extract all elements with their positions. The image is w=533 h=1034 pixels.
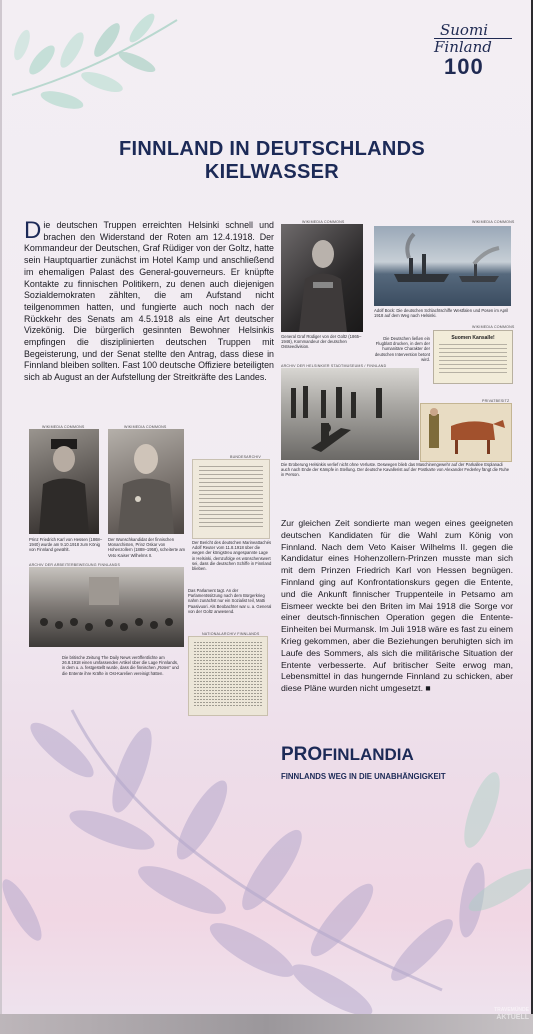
report-text-lines	[199, 466, 263, 530]
caption-daily-news: Die britische Zeitung The Daily News veröffentlichte am 26.8.1918 einen umfassenden Artikel über die Lage Finnlands, in dem u. a. festgestellt wurde, dass die finnischen „Roten“ und die Entente ihre Kräfte in Ost-Karelien vereinigt hätten.	[62, 655, 179, 676]
caption-flyer: Die Deutschen ließen ein Flugblatt drucken, in dem der humanitäre Charakter der deutschen Intervention betont wird.	[374, 336, 430, 362]
dropcap-letter: D	[24, 217, 42, 244]
flyer-text-lines	[439, 344, 507, 374]
photo-report-document	[192, 459, 270, 539]
credit-newspaper: NATIONALARCHIV FINNLANDS	[202, 632, 260, 636]
logo-number: 100	[444, 54, 484, 79]
prince-figure	[29, 429, 99, 534]
floor	[0, 1014, 533, 1034]
credit-parliament: ARCHIV DER ARBEITERBEWEGUNG FINNLANDS	[29, 563, 121, 567]
exhibition-banner	[2, 0, 531, 1020]
title-line-2: KIELWASSER	[204, 161, 340, 183]
logo-finland-word: Finland	[434, 38, 512, 55]
leaf-branches-bottom	[2, 690, 531, 1020]
credit-prince: WIKIMEDIA COMMONS	[42, 425, 85, 429]
caption-report: Der Bericht des deutschen Marineattachés Adolf Reuter vom 11.8.1918 über die wegen der königstreu angespannte Lage in Helsinki, demzufolge es wünschenswert sei, dass die deutschen Schiffe in Finnland blieben.	[192, 540, 272, 572]
main-paragraph: Zur gleichen Zeit sondierte man wegen eines geeigneten deutschen Kandidaten für die Wahl zum König von Finnland. Nach dem Veto Kaiser Wilhelms II. gegen die Kandidatur eines Hohenzollern-Prinzen musste man sich mit dem Prinzen Friedrich Karl von Hessen begnügen. Finnland ging auf Konfrontationskurs gegen die Entente, und die Ankunft finnischer Truppenteile in Petsamo am Eismeer weckte bei den Briten im Mai 1918 die Sorge vor einer deutsch-finnischen Operation gegen die Entente-Einheiten bei Murmansk. Im Juli 1918 wäre es fast zu einem Krieg gekommen, aber die Beziehungen beruhigten sich im Laufe des Sommers, als sich die militärische Situation der Entente verbesserte. Auf britischer Seite erwog man, Lebensmittel in das hungernde Finnland zu schicken, aber diese Pläne wurden nicht umgesetzt. ■	[281, 518, 513, 694]
caption-oskar: Der Wunschkandidat der finnischen Monarchisten, Prinz Oskar von Hohenzollern (1888–1958), scheiterte am Veto Kaiser Wilhelms II.	[108, 537, 186, 558]
intro-text: ie deutschen Truppen erreichten Helsinki schnell und brachen den Widerstand der Roten am 12.4.1918. Der Kommandeur der Deutschen, Graf Rüdiger von der Goltz, hatte sein Hauptquartier zunächst im Hotel Kamp und anschließend im ehemaligen Palast des General-gouverneurs. Er knüpfte Kontakte zu finnischen Politikern, zu denen auch diejenigen Sozialdemokraten zählten, die am Aufstand nicht teilgenommen hatten, und fungierte auch noch nach der Rückkehr des Senats am 4.5.1918 als eine Art deutscher Vizekönig. Die bürgerlich gesinnten Bewohner Helsinkis empfingen die disziplinierten deutschen Truppen mit Begeisterung, und der Senat stellte den Antrag, dass diese in Finnland bleiben sollten. Fast 100 deutsche Offiziere beteiligten sich ab August an der Aufstellung der Streitkräfte des Landes.	[24, 220, 274, 383]
suomi-finland-100-logo	[434, 22, 512, 79]
ships-illustration	[374, 226, 511, 306]
parliament-scene	[29, 567, 184, 647]
title-line-1: FINNLAND IN DEUTSCHLANDS	[118, 138, 426, 160]
brand-finlandia: FINLANDIA	[322, 745, 414, 764]
intro-paragraph	[24, 217, 274, 384]
street-figures	[281, 368, 419, 460]
photo-flyer	[433, 330, 513, 384]
credit-report: BUNDESARCHIV	[230, 455, 261, 459]
watermark	[494, 1006, 529, 1022]
credit-oskar: WIKIMEDIA COMMONS	[124, 425, 167, 429]
credit-street: ARCHIV DER HELSINKIER STADTMUSEUMS / FINNLAND	[281, 364, 387, 368]
caption-parliament: Das Parlament tagt. An der Parlamentssitzung nach dem Bürgerkrieg nahm zunächst nur ein Sozialist teil, Matti Paasivuori. Als Beobachter war u. a. General von der Goltz anwesend.	[188, 588, 272, 614]
photo-parliament-session	[29, 567, 184, 647]
goltz-figure	[281, 224, 363, 332]
logo-suomi-word: Suomi	[440, 21, 488, 39]
credit-flyer: WIKIMEDIA COMMONS	[472, 325, 515, 329]
postcard-illustration	[421, 404, 511, 461]
credit-postcard: PRIVATBESITZ	[482, 399, 510, 403]
credit-goltz: WIKIMEDIA COMMONS	[302, 220, 345, 224]
photo-postcard-cavalry	[420, 403, 512, 462]
photo-street-machine-gun	[281, 368, 419, 460]
leaf-branch-top-left	[2, 0, 192, 120]
caption-prince: Prinz Friedrich Karl von Hessen (1868–1940) wurde am 9.10.1918 zum König von Finnland gewählt.	[29, 537, 103, 553]
oskar-figure	[108, 429, 184, 534]
caption-goltz: General Graf Rüdiger von der Goltz (1865–1946), Kommandeur der deutschen Ostseedivision.	[281, 334, 362, 350]
photo-goltz-portrait	[281, 224, 363, 332]
brand-subtitle: FINNLANDS WEG IN DIE UNABHÄNGIGKEIT	[281, 772, 446, 781]
photo-ships-painting	[374, 226, 511, 306]
flyer-heading: Suomen Kansalle!	[451, 335, 495, 341]
watermark-line-2: AKTUELL	[496, 1014, 529, 1021]
photo-prince-oskar	[108, 429, 184, 534]
caption-street-postcard: Die Eroberung Helsinkis verlief nicht ohne Verluste. Deswegen blieb das Maschinengewehr auf der Parkallee Esplanadi auch nach Ende der Kämpfe in Stellung. Der deutsche Kavallerist auf der Postkarte von Alexander Federley fängt die Ruhe in Person.	[281, 462, 510, 478]
caption-ships: Adolf Bock: Die deutschen Schlachtschiffe Westfalen und Posen im April 1918 auf dem Weg nach Helsinki.	[374, 308, 509, 319]
photo-prince-hessen	[29, 429, 99, 534]
watermark-line-1: TRAVEMÜNDE	[494, 1007, 529, 1013]
brand-pro: PRO	[281, 744, 323, 765]
credit-ships: WIKIMEDIA COMMONS	[472, 220, 515, 224]
